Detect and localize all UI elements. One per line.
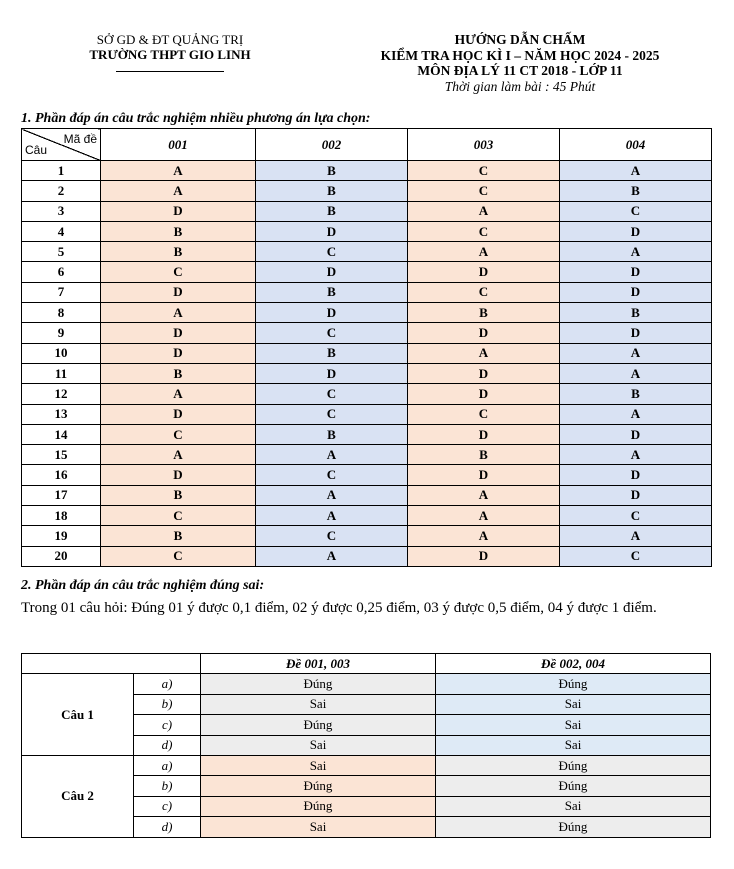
tf-header-group2: Đề 002, 004 xyxy=(436,654,711,674)
tf-question-label: Câu 2 xyxy=(22,755,134,837)
tf-answer-cell: Đúng xyxy=(436,674,711,694)
true-false-answer-table xyxy=(21,653,711,838)
answer-cell: C xyxy=(408,221,560,241)
tf-option-label: b) xyxy=(134,776,201,796)
section1-title: 1. Phần đáp án câu trắc nghiệm nhiều phương án lựa chọn: xyxy=(21,111,371,126)
tf-answer-cell: Đúng xyxy=(436,755,711,775)
answer-row xyxy=(22,506,712,526)
answer-row xyxy=(22,201,712,221)
answer-cell: A xyxy=(408,526,560,546)
answer-cell: A xyxy=(408,485,560,505)
answer-cell: A xyxy=(256,506,408,526)
tf-header-row xyxy=(22,654,711,674)
answer-cell: A xyxy=(408,343,560,363)
answer-row xyxy=(22,181,712,201)
answer-cell: D xyxy=(256,262,408,282)
answer-cell: C xyxy=(408,404,560,424)
answer-cell: A xyxy=(560,343,712,363)
answer-cell: B xyxy=(256,343,408,363)
question-number: 2 xyxy=(22,181,101,201)
code-header: 002 xyxy=(256,129,408,161)
tf-header-group1: Đề 001, 003 xyxy=(201,654,436,674)
question-number: 14 xyxy=(22,424,101,444)
tf-row xyxy=(22,755,711,775)
tf-option-label: c) xyxy=(134,796,201,816)
exam-duration: Thời gian làm bài : 45 Phút xyxy=(444,78,596,94)
answer-cell: C xyxy=(101,546,256,566)
answer-row xyxy=(22,526,712,546)
answer-row xyxy=(22,262,712,282)
answer-row xyxy=(22,404,712,424)
section2-title: 2. Phần đáp án câu trắc nghiệm đúng sai: xyxy=(21,578,265,593)
answer-cell: B xyxy=(560,384,712,404)
answer-cell: A xyxy=(408,242,560,262)
answer-cell: D xyxy=(408,363,560,383)
answer-cell: C xyxy=(256,323,408,343)
answer-table-header-row xyxy=(22,129,712,161)
answer-cell: B xyxy=(560,303,712,323)
tf-answer-cell: Đúng xyxy=(201,796,436,816)
question-number: 11 xyxy=(22,363,101,383)
question-number: 20 xyxy=(22,546,101,566)
answer-cell: D xyxy=(101,323,256,343)
answer-cell: D xyxy=(560,221,712,241)
answer-cell: B xyxy=(408,445,560,465)
answer-cell: D xyxy=(408,323,560,343)
tf-answer-cell: Đúng xyxy=(436,817,711,837)
tf-answer-cell: Sai xyxy=(201,735,436,755)
question-number: 5 xyxy=(22,242,101,262)
answer-cell: D xyxy=(101,201,256,221)
answer-cell: D xyxy=(560,485,712,505)
tf-answer-cell: Đúng xyxy=(201,715,436,735)
corner-label-code: Mã đề xyxy=(63,132,97,146)
school-name: TRƯỜNG THPT GIO LINH xyxy=(89,47,251,62)
tf-option-label: d) xyxy=(134,735,201,755)
answer-cell: B xyxy=(560,181,712,201)
question-number: 8 xyxy=(22,303,101,323)
exam-name: KIỂM TRA HỌC KÌ I – NĂM HỌC 2024 - 2025 xyxy=(380,47,660,63)
answer-cell: A xyxy=(256,445,408,465)
question-number: 18 xyxy=(22,506,101,526)
answer-cell: B xyxy=(256,424,408,444)
multiple-choice-answer-table xyxy=(21,128,712,567)
code-header: 004 xyxy=(560,129,712,161)
answer-cell: C xyxy=(256,384,408,404)
answer-cell: A xyxy=(560,404,712,424)
answer-cell: B xyxy=(101,363,256,383)
tf-row xyxy=(22,674,711,694)
answer-cell: A xyxy=(560,526,712,546)
tf-answer-cell: Sai xyxy=(201,755,436,775)
answer-cell: D xyxy=(408,424,560,444)
tf-answer-cell: Sai xyxy=(201,694,436,714)
tf-header-blank xyxy=(22,654,201,674)
question-number: 17 xyxy=(22,485,101,505)
answer-cell: C xyxy=(408,181,560,201)
answer-cell: C xyxy=(408,161,560,181)
answer-row xyxy=(22,242,712,262)
answer-cell: C xyxy=(101,506,256,526)
answer-cell: D xyxy=(560,323,712,343)
answer-row xyxy=(22,323,712,343)
answer-cell: D xyxy=(256,221,408,241)
department-name: SỞ GD & ĐT QUẢNG TRỊ xyxy=(96,32,244,47)
answer-cell: A xyxy=(101,303,256,323)
answer-cell: D xyxy=(560,465,712,485)
answer-row xyxy=(22,465,712,485)
answer-cell: D xyxy=(408,546,560,566)
tf-option-label: a) xyxy=(134,755,201,775)
answer-row xyxy=(22,445,712,465)
answer-cell: D xyxy=(560,262,712,282)
answer-cell: A xyxy=(408,201,560,221)
tf-option-label: a) xyxy=(134,674,201,694)
answer-cell: A xyxy=(560,242,712,262)
answer-cell: C xyxy=(101,424,256,444)
answer-cell: A xyxy=(560,161,712,181)
tf-answer-cell: Đúng xyxy=(201,776,436,796)
code-header: 001 xyxy=(101,129,256,161)
answer-cell: D xyxy=(101,343,256,363)
answer-cell: A xyxy=(408,506,560,526)
answer-row xyxy=(22,384,712,404)
answer-row xyxy=(22,282,712,302)
answer-row xyxy=(22,363,712,383)
subject-name: MÔN ĐỊA LÝ 11 CT 2018 - LỚP 11 xyxy=(417,63,623,78)
question-number: 4 xyxy=(22,221,101,241)
answer-cell: C xyxy=(101,262,256,282)
answer-row xyxy=(22,343,712,363)
answer-cell: B xyxy=(256,282,408,302)
tf-option-label: c) xyxy=(134,715,201,735)
answer-cell: D xyxy=(256,303,408,323)
answer-cell: D xyxy=(408,384,560,404)
answer-cell: B xyxy=(256,161,408,181)
answer-cell: D xyxy=(101,404,256,424)
answer-cell: D xyxy=(256,363,408,383)
question-number: 9 xyxy=(22,323,101,343)
answer-cell: B xyxy=(101,526,256,546)
answer-cell: D xyxy=(560,282,712,302)
answer-cell: C xyxy=(256,404,408,424)
answer-cell: D xyxy=(408,262,560,282)
header-divider xyxy=(116,71,224,72)
answer-cell: A xyxy=(101,384,256,404)
answer-row xyxy=(22,546,712,566)
question-number: 12 xyxy=(22,384,101,404)
answer-cell: A xyxy=(560,363,712,383)
answer-cell: D xyxy=(101,465,256,485)
question-number: 16 xyxy=(22,465,101,485)
tf-answer-cell: Sai xyxy=(436,715,711,735)
answer-cell: C xyxy=(560,201,712,221)
question-number: 7 xyxy=(22,282,101,302)
tf-question-label: Câu 1 xyxy=(22,674,134,756)
question-number: 6 xyxy=(22,262,101,282)
answer-cell: B xyxy=(101,242,256,262)
tf-answer-cell: Đúng xyxy=(201,674,436,694)
answer-cell: D xyxy=(408,465,560,485)
answer-cell: D xyxy=(560,424,712,444)
doc-title: HƯỚNG DẪN CHẤM xyxy=(454,32,586,47)
tf-option-label: b) xyxy=(134,694,201,714)
tf-answer-cell: Đúng xyxy=(436,776,711,796)
answer-cell: C xyxy=(256,526,408,546)
question-number: 3 xyxy=(22,201,101,221)
answer-cell: C xyxy=(408,282,560,302)
answer-cell: C xyxy=(560,506,712,526)
question-number: 19 xyxy=(22,526,101,546)
tf-answer-cell: Sai xyxy=(436,694,711,714)
code-header: 003 xyxy=(408,129,560,161)
tf-option-label: d) xyxy=(134,817,201,837)
answer-cell: A xyxy=(256,546,408,566)
corner-cell xyxy=(22,129,101,161)
answer-cell: C xyxy=(560,546,712,566)
tf-answer-cell: Sai xyxy=(436,735,711,755)
scoring-note: Trong 01 câu hỏi: Đúng 01 ý được 0,1 điểm, 02 ý được 0,25 điểm, 03 ý được 0,5 điểm, 04 ý được 1 điểm. xyxy=(21,600,657,616)
answer-cell: C xyxy=(256,465,408,485)
answer-cell: B xyxy=(256,201,408,221)
tf-answer-cell: Sai xyxy=(201,817,436,837)
question-number: 13 xyxy=(22,404,101,424)
answer-cell: A xyxy=(101,445,256,465)
answer-cell: D xyxy=(101,282,256,302)
answer-cell: C xyxy=(256,242,408,262)
header-left xyxy=(40,32,300,72)
answer-cell: B xyxy=(101,485,256,505)
answer-row xyxy=(22,424,712,444)
answer-cell: B xyxy=(256,181,408,201)
answer-cell: A xyxy=(256,485,408,505)
question-number: 15 xyxy=(22,445,101,465)
question-number: 1 xyxy=(22,161,101,181)
question-number: 10 xyxy=(22,343,101,363)
answer-cell: B xyxy=(408,303,560,323)
answer-cell: A xyxy=(101,161,256,181)
tf-answer-cell: Sai xyxy=(436,796,711,816)
answer-cell: A xyxy=(101,181,256,201)
answer-row xyxy=(22,485,712,505)
answer-row xyxy=(22,221,712,241)
answer-row xyxy=(22,161,712,181)
header-right xyxy=(330,32,710,94)
answer-cell: B xyxy=(101,221,256,241)
answer-cell: A xyxy=(560,445,712,465)
answer-row xyxy=(22,303,712,323)
corner-label-question: Câu xyxy=(25,143,48,157)
